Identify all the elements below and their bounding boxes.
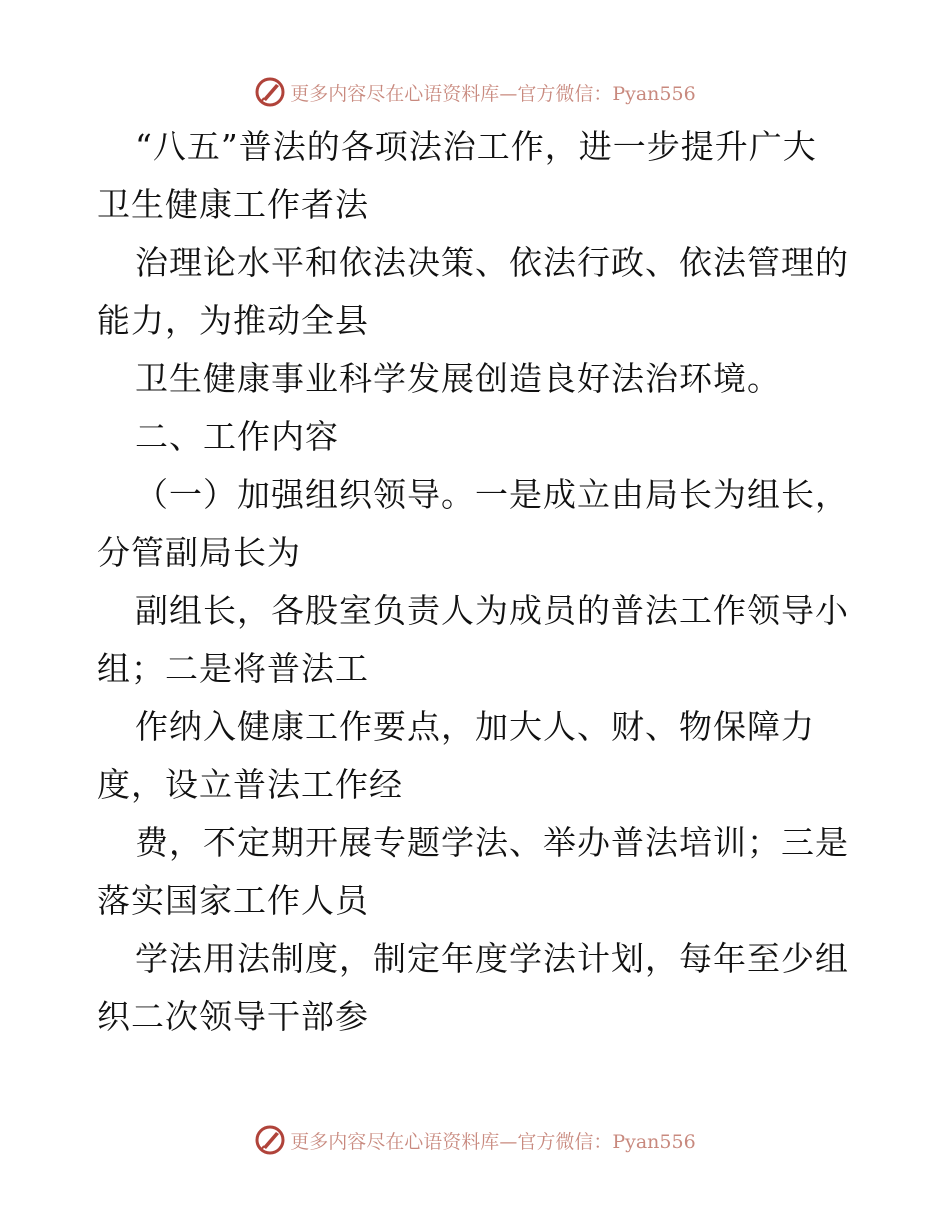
text-line: 组；二是将普法工 [97,649,369,688]
text-line: 卫生健康事业科学发展创造良好法治环境。 [135,359,781,398]
text-line: 治理论水平和依法决策、依法行政、依法管理的 [135,243,849,282]
quill-logo-icon [254,1124,286,1156]
text-line: 度，设立普法工作经 [97,765,403,804]
document-body [97,118,877,1046]
watermark-text [290,1127,695,1154]
footer-watermark [0,1120,950,1160]
watermark-wechat-id: Pyan556 [612,1130,696,1153]
text-line: （一）加强组织领导。一是成立由局长为组长， [135,475,849,514]
watermark-site: 更多内容尽在心语资料库 [290,1130,500,1153]
watermark-wechat-id: Pyan556 [612,82,696,105]
text-line: 卫生健康工作者法 [97,185,369,224]
text-line: 落实国家工作人员 [97,881,369,920]
text-line: 作纳入健康工作要点，加大人、财、物保障力 [135,707,815,746]
text-line: 学法用法制度，制定年度学法计划，每年至少组 [135,939,849,978]
quill-logo-icon [254,76,286,108]
text-line: “八五”普法的各项法治工作，进一步提升广大 [135,127,817,166]
header-watermark [0,72,950,112]
watermark-separator: — [499,1131,518,1153]
watermark-wechat-label: 官方微信： [517,82,613,105]
text-line: 能力，为推动全县 [97,301,369,340]
text-line: 副组长，各股室负责人为成员的普法工作领导小 [135,591,849,630]
watermark-separator: — [499,83,518,105]
text-line: 费，不定期开展专题学法、举办普法培训；三是 [135,823,849,862]
watermark-text [290,79,695,106]
text-line: 分管副局长为 [97,533,301,572]
watermark-site: 更多内容尽在心语资料库 [290,82,500,105]
section-heading: 二、工作内容 [135,417,339,456]
text-line: 织二次领导干部参 [97,997,369,1036]
watermark-wechat-label: 官方微信： [517,1130,613,1153]
